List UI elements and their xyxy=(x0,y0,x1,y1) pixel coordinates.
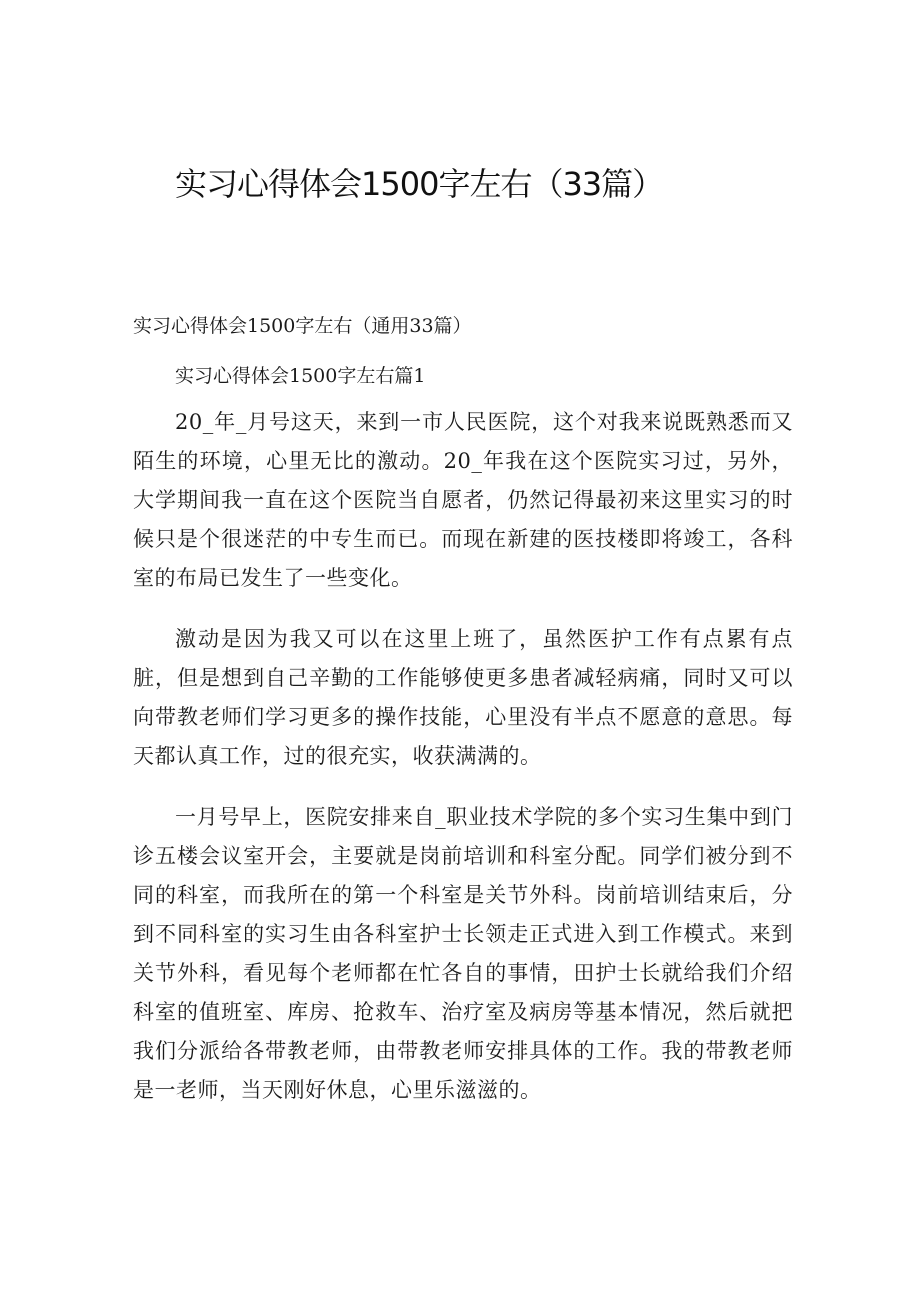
body-text xyxy=(133,403,793,1132)
paragraph-2: 激动是因为我又可以在这里上班了，虽然医护工作有点累有点脏，但是想到自己辛勤的工作能够使更多患者减轻病痛，同时又可以向带教老师们学习更多的操作技能，心里没有半点不愿意的意思。每天都认真工作，过的很充实，收获满满的。 xyxy=(133,627,793,768)
paragraph-3: 一月号早上，医院安排来自_职业技术学院的多个实习生集中到门诊五楼会议室开会，主要就是岗前培训和科室分配。同学们被分到不同的科室，而我所在的第一个科室是关节外科。岗前培训结束后，分到不同科室的实习生由各科室护士长领走正式进入到工作模式。来到关节外科，看见每个老师都在忙各自的事情，田护士长就给我们介绍科室的值班室、库房、抢救车、治疗室及病房等基本情况，然后就把我们分派给各带教老师，由带教老师安排具体的工作。我的带教老师是一老师，当天刚好休息，心里乐滋滋的。 xyxy=(133,805,793,1102)
section-heading: 实习心得体会1500字左右篇1 xyxy=(175,365,426,387)
paragraph-1: 20_年_月号这天，来到一市人民医院，这个对我来说既熟悉而又陌生的环境，心里无比的激动。20_年我在这个医院实习过，另外，大学期间我一直在这个医院当自愿者，仍然记得最初来这里实习的时候只是个很迷茫的中专生而已。而现在新建的医技楼即将竣工，各科室的布局已发生了一些变化。 xyxy=(133,410,793,590)
document-subtitle: 实习心得体会1500字左右（通用33篇） xyxy=(133,315,472,337)
document-title: 实习心得体会1500字左右（33篇） xyxy=(175,165,664,203)
